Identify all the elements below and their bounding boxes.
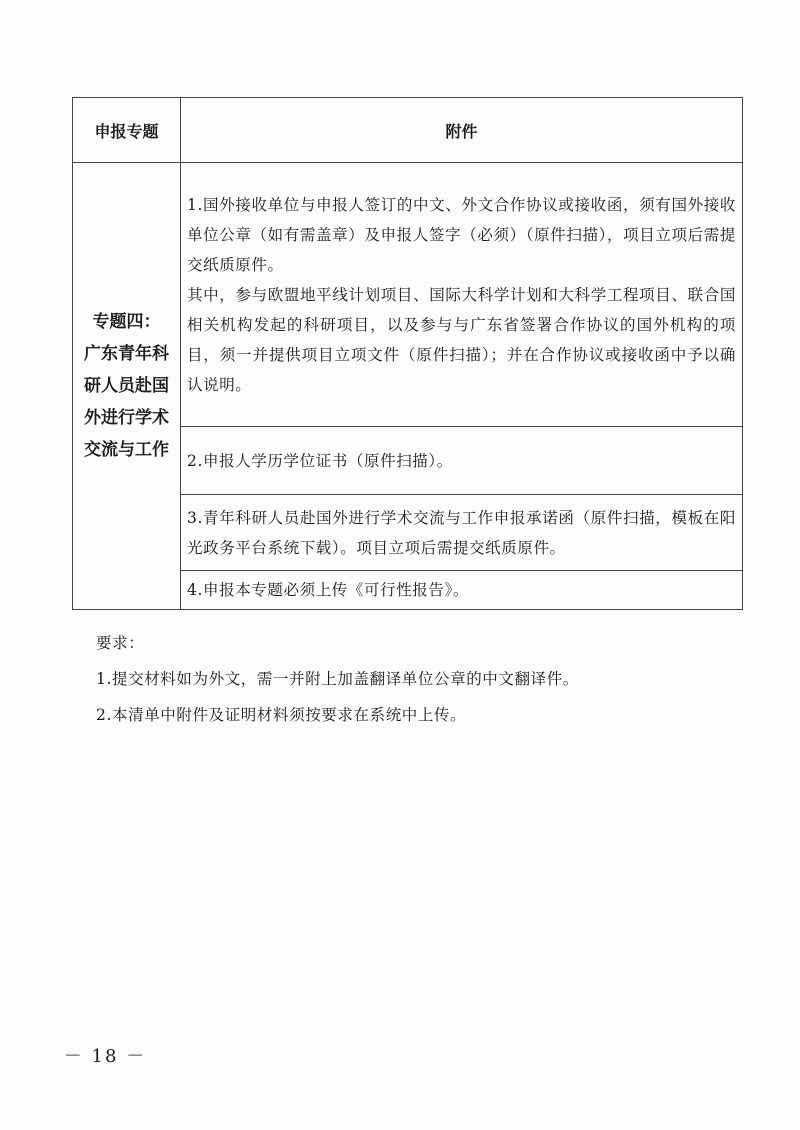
page-number: － 18 － <box>63 1046 147 1067</box>
topic-line: 外进行学术 <box>84 408 169 428</box>
requirements-heading: 要求： <box>96 634 145 652</box>
requirement-item-2: 2.本清单中附件及证明材料须按要求在系统中上传。 <box>96 706 467 724</box>
attachment-item-4: 4.申报本专题必须上传《可行性报告》。 <box>181 571 743 610</box>
attachment-item-3: 3.青年科研人员赴国外进行学术交流与工作申报承诺函（原件扫描，模板在阳光政务平台系统下载）。项目立项后需提交纸质原件。 <box>181 495 743 571</box>
table-row <box>73 163 743 427</box>
topic-line: 专题四： <box>92 312 161 332</box>
topic-line: 研人员赴国 <box>84 376 169 396</box>
attachment-table <box>72 97 743 610</box>
requirements-section <box>96 625 579 733</box>
item-1-paragraph-2: 其中，参与欧盟地平线计划项目、国际大科学计划和大科学工程项目、联合国相关机构发起的科研项目，以及参与与广东省签署合作协议的国外机构的项目，须一并提供项目立项文件（原件扫描）；并在合作协议或接收函中予以确认说明。 <box>187 285 736 394</box>
attachment-item-1 <box>181 163 743 427</box>
item-1-paragraph-1: 1.国外接收单位与申报人签订的中文、外文合作协议或接收函，须有国外接收单位公章（如有需盖章）及申报人签字（必须）（原件扫描），项目立项后需提交纸质原件。 <box>187 195 736 274</box>
attachment-item-2: 2.申报人学历学位证书（原件扫描）。 <box>181 427 743 495</box>
topic-line: 交流与工作 <box>84 440 169 460</box>
table-header-row <box>73 98 743 163</box>
header-attachment: 附件 <box>181 98 743 163</box>
topic-cell <box>73 163 181 610</box>
topic-line: 广东青年科 <box>84 344 169 364</box>
header-topic: 申报专题 <box>73 98 181 163</box>
requirement-item-1: 1.提交材料如为外文，需一并附上加盖翻译单位公章的中文翻译件。 <box>96 670 579 688</box>
